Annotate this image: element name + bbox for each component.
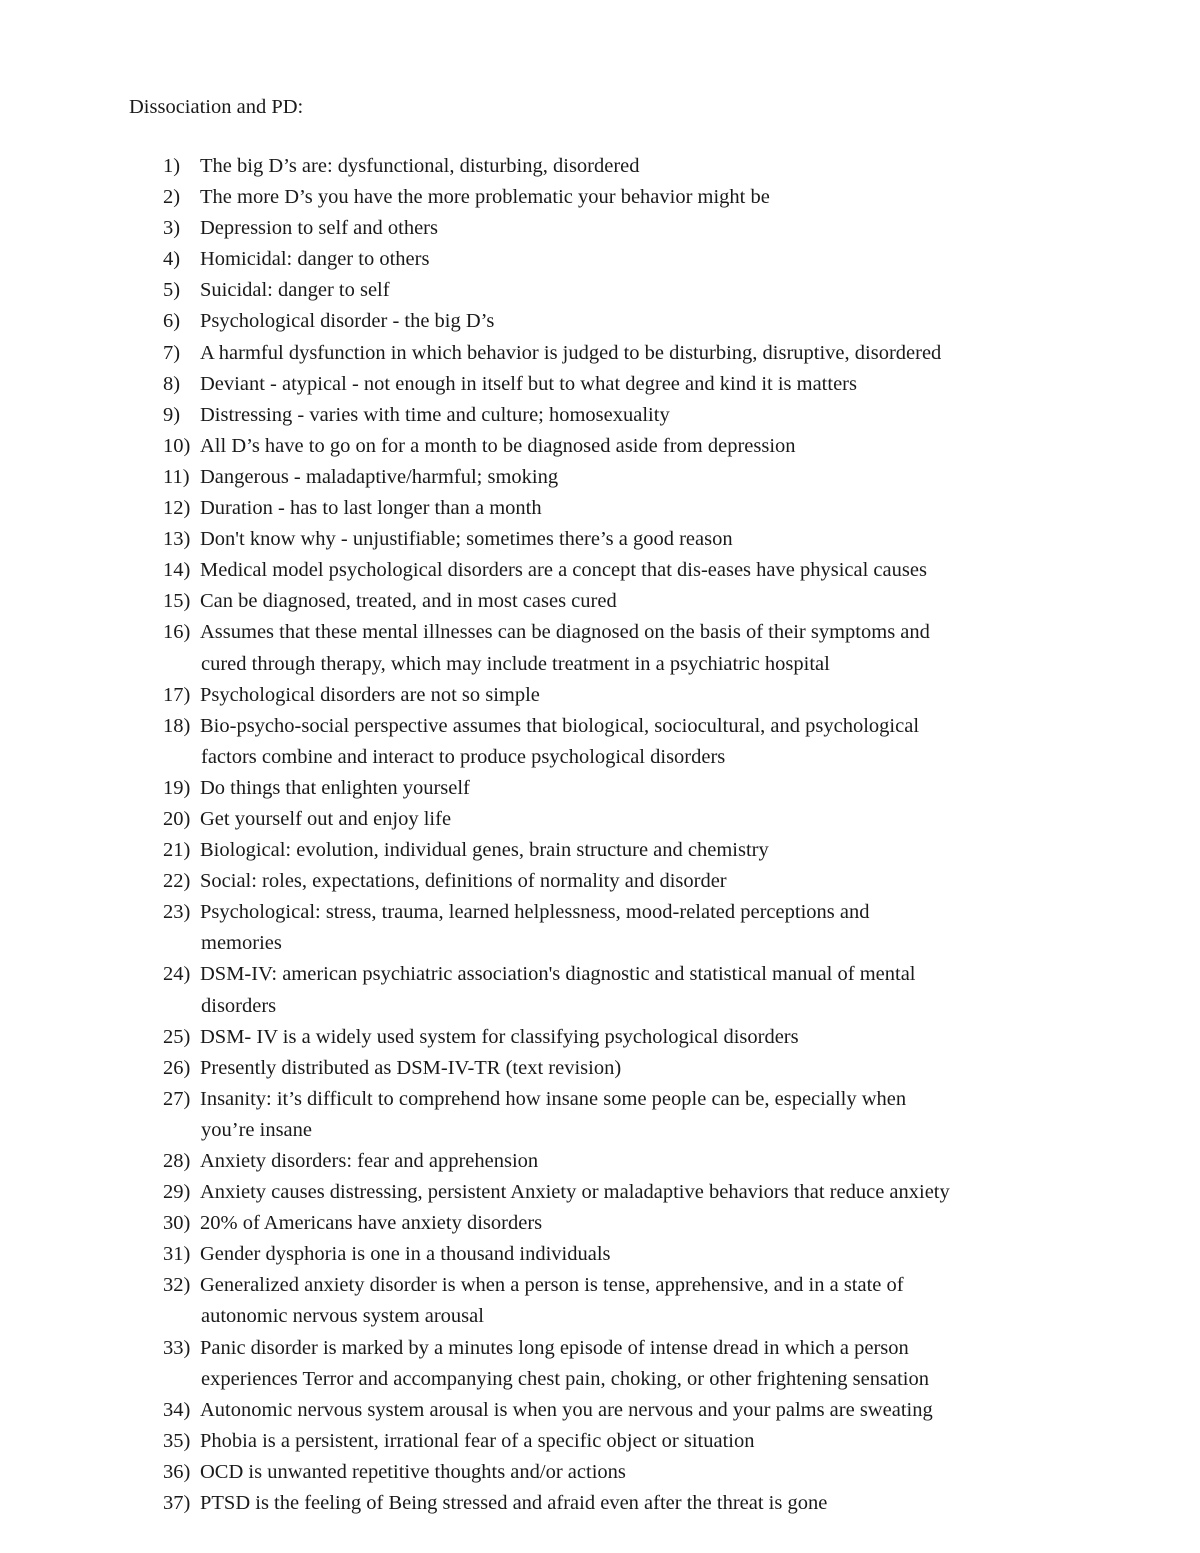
list-item	[0, 1022, 1200, 1053]
list-item	[0, 897, 1200, 959]
list-item-number: 17)	[163, 683, 191, 706]
list-item-text: OCD is unwanted repetitive thoughts and/or actions	[200, 1460, 626, 1483]
list-item-number: 10)	[163, 434, 191, 457]
list-item-text: A harmful dysfunction in which behavior is judged to be disturbing, disruptive, disordered	[200, 341, 942, 364]
notes-list	[0, 151, 1200, 1519]
list-item-text-continuation: memories	[201, 932, 282, 955]
list-item-number: 37)	[163, 1492, 191, 1515]
list-item-text: The big D’s are: dysfunctional, disturbing, disordered	[200, 155, 640, 177]
list-item-number: 30)	[163, 1212, 191, 1235]
list-item	[0, 959, 1200, 1021]
list-item	[0, 244, 1200, 275]
list-item	[0, 1053, 1200, 1084]
list-item-text: Do things that enlighten yourself	[200, 776, 470, 799]
list-item-number: 2)	[163, 186, 181, 209]
list-item-text: Distressing - varies with time and culture; homosexuality	[200, 403, 670, 426]
list-item-number: 3)	[163, 217, 181, 240]
list-item	[0, 1084, 1200, 1146]
list-item-number: 14)	[163, 559, 191, 582]
list-item-text: Duration - has to last longer than a month	[200, 497, 542, 520]
list-item-number: 16)	[163, 621, 191, 644]
list-item-number: 12)	[163, 497, 191, 520]
list-item-number: 4)	[163, 248, 181, 271]
list-item-number: 15)	[163, 590, 191, 613]
list-item-number: 36)	[163, 1460, 191, 1483]
list-item	[0, 400, 1200, 431]
list-item-text: PTSD is the feeling of Being stressed and afraid even after the threat is gone	[200, 1492, 828, 1515]
list-item	[0, 1457, 1200, 1488]
list-item-number: 13)	[163, 528, 191, 551]
list-item	[0, 524, 1200, 555]
list-item-text: Anxiety causes distressing, persistent Anxiety or maladaptive behaviors that reduce anxiety	[200, 1181, 950, 1204]
list-item-number: 21)	[163, 839, 191, 862]
list-item-text: Homicidal: danger to others	[200, 248, 430, 271]
list-item-text: Biological: evolution, individual genes, brain structure and chemistry	[200, 839, 769, 862]
list-item	[0, 1146, 1200, 1177]
list-item-text: Phobia is a persistent, irrational fear of a specific object or situation	[200, 1429, 755, 1452]
list-item-number: 26)	[163, 1056, 191, 1079]
list-item-text-continuation: autonomic nervous system arousal	[201, 1305, 484, 1328]
list-item-number: 18)	[163, 714, 191, 737]
list-item-text: Social: roles, expectations, definitions of normality and disorder	[200, 870, 727, 893]
list-item-number: 33)	[163, 1336, 191, 1359]
list-item-number: 6)	[163, 310, 181, 333]
list-item-number: 27)	[163, 1087, 191, 1110]
list-item	[0, 711, 1200, 773]
list-item-number: 7)	[163, 341, 181, 364]
list-item-text: The more D’s you have the more problematic your behavior might be	[200, 186, 770, 209]
list-item	[0, 617, 1200, 679]
list-item-text: Don't know why - unjustifiable; sometimes there’s a good reason	[200, 528, 733, 551]
list-item-text-continuation: factors combine and interact to produce psychological disorders	[201, 745, 726, 768]
list-item	[0, 1270, 1200, 1332]
list-item-number: 23)	[163, 901, 191, 924]
list-item	[0, 1239, 1200, 1270]
document-title: Dissociation and PD:	[129, 96, 304, 118]
list-item-text-continuation: disorders	[201, 994, 277, 1017]
list-item	[0, 1488, 1200, 1519]
list-item	[0, 804, 1200, 835]
list-item-text: Bio-psycho-social perspective assumes that biological, sociocultural, and psychological	[200, 714, 920, 737]
list-item	[0, 431, 1200, 462]
list-item-text: Can be diagnosed, treated, and in most cases cured	[200, 590, 617, 613]
list-item-text-continuation: experiences Terror and accompanying chest pain, choking, or other frightening sensation	[201, 1367, 929, 1390]
list-item-number: 9)	[163, 403, 181, 426]
list-item	[0, 338, 1200, 369]
list-item	[0, 835, 1200, 866]
list-item-number: 31)	[163, 1243, 191, 1266]
list-item-text: Anxiety disorders: fear and apprehension	[200, 1150, 539, 1172]
list-item-text: Psychological disorders are not so simple	[200, 683, 540, 706]
list-item-number: 19)	[163, 776, 191, 799]
list-item-number: 1)	[163, 155, 181, 177]
list-item-number: 29)	[163, 1181, 191, 1204]
list-item	[0, 275, 1200, 306]
list-item	[0, 1177, 1200, 1208]
list-item-text: All D’s have to go on for a month to be diagnosed aside from depression	[200, 434, 796, 457]
list-item	[0, 773, 1200, 804]
list-item-number: 35)	[163, 1429, 191, 1452]
list-item-text: Autonomic nervous system arousal is when you are nervous and your palms are sweating	[200, 1398, 933, 1421]
list-item	[0, 182, 1200, 213]
list-item-text: Generalized anxiety disorder is when a person is tense, apprehensive, and in a state of	[200, 1274, 904, 1297]
list-item	[0, 1208, 1200, 1239]
list-item-number: 32)	[163, 1274, 191, 1297]
list-item	[0, 555, 1200, 586]
list-item-text: Psychological disorder - the big D’s	[200, 310, 495, 333]
list-item-text: DSM-IV: american psychiatric association's diagnostic and statistical manual of mental	[200, 963, 916, 986]
list-item	[0, 1333, 1200, 1395]
list-item-text: Insanity: it’s difficult to comprehend how insane some people can be, especially when	[200, 1087, 907, 1110]
list-item-text: Assumes that these mental illnesses can be diagnosed on the basis of their symptoms and	[200, 621, 930, 644]
list-item-text: Psychological: stress, trauma, learned helplessness, mood-related perceptions and	[200, 901, 870, 924]
list-item-number: 28)	[163, 1150, 191, 1172]
list-item-number: 25)	[163, 1025, 191, 1048]
list-item-text: Dangerous - maladaptive/harmful; smoking	[200, 465, 559, 488]
list-item	[0, 866, 1200, 897]
list-item-text: Panic disorder is marked by a minutes long episode of intense dread in which a person	[200, 1336, 909, 1359]
list-item-number: 24)	[163, 963, 191, 986]
list-item-text: DSM- IV is a widely used system for classifying psychological disorders	[200, 1025, 799, 1048]
list-item-number: 5)	[163, 279, 181, 302]
list-item	[0, 306, 1200, 337]
list-item-text: Presently distributed as DSM-IV-TR (text revision)	[200, 1056, 622, 1079]
list-item	[0, 586, 1200, 617]
list-item	[0, 1426, 1200, 1457]
list-item-text-continuation: cured through therapy, which may include treatment in a psychiatric hospital	[201, 652, 830, 675]
list-item-text: Gender dysphoria is one in a thousand individuals	[200, 1243, 611, 1266]
list-item-number: 34)	[163, 1398, 191, 1421]
list-item	[0, 493, 1200, 524]
list-item-text: Depression to self and others	[200, 217, 438, 240]
list-item	[0, 213, 1200, 244]
list-item-text: Deviant - atypical - not enough in itself but to what degree and kind it is matters	[200, 372, 857, 395]
list-item-text: Get yourself out and enjoy life	[200, 807, 452, 830]
list-item-text-continuation: you’re insane	[201, 1118, 312, 1141]
list-item	[0, 1395, 1200, 1426]
list-item	[0, 680, 1200, 711]
list-item-number: 20)	[163, 807, 191, 830]
list-item-number: 11)	[163, 465, 190, 488]
list-item	[0, 151, 1200, 182]
list-item-text: 20% of Americans have anxiety disorders	[200, 1212, 543, 1235]
list-item-text: Medical model psychological disorders are a concept that dis-eases have physical causes	[200, 559, 927, 582]
list-item-number: 8)	[163, 372, 181, 395]
list-item-text: Suicidal: danger to self	[200, 279, 390, 302]
list-item	[0, 462, 1200, 493]
list-item	[0, 369, 1200, 400]
list-item-number: 22)	[163, 870, 191, 893]
